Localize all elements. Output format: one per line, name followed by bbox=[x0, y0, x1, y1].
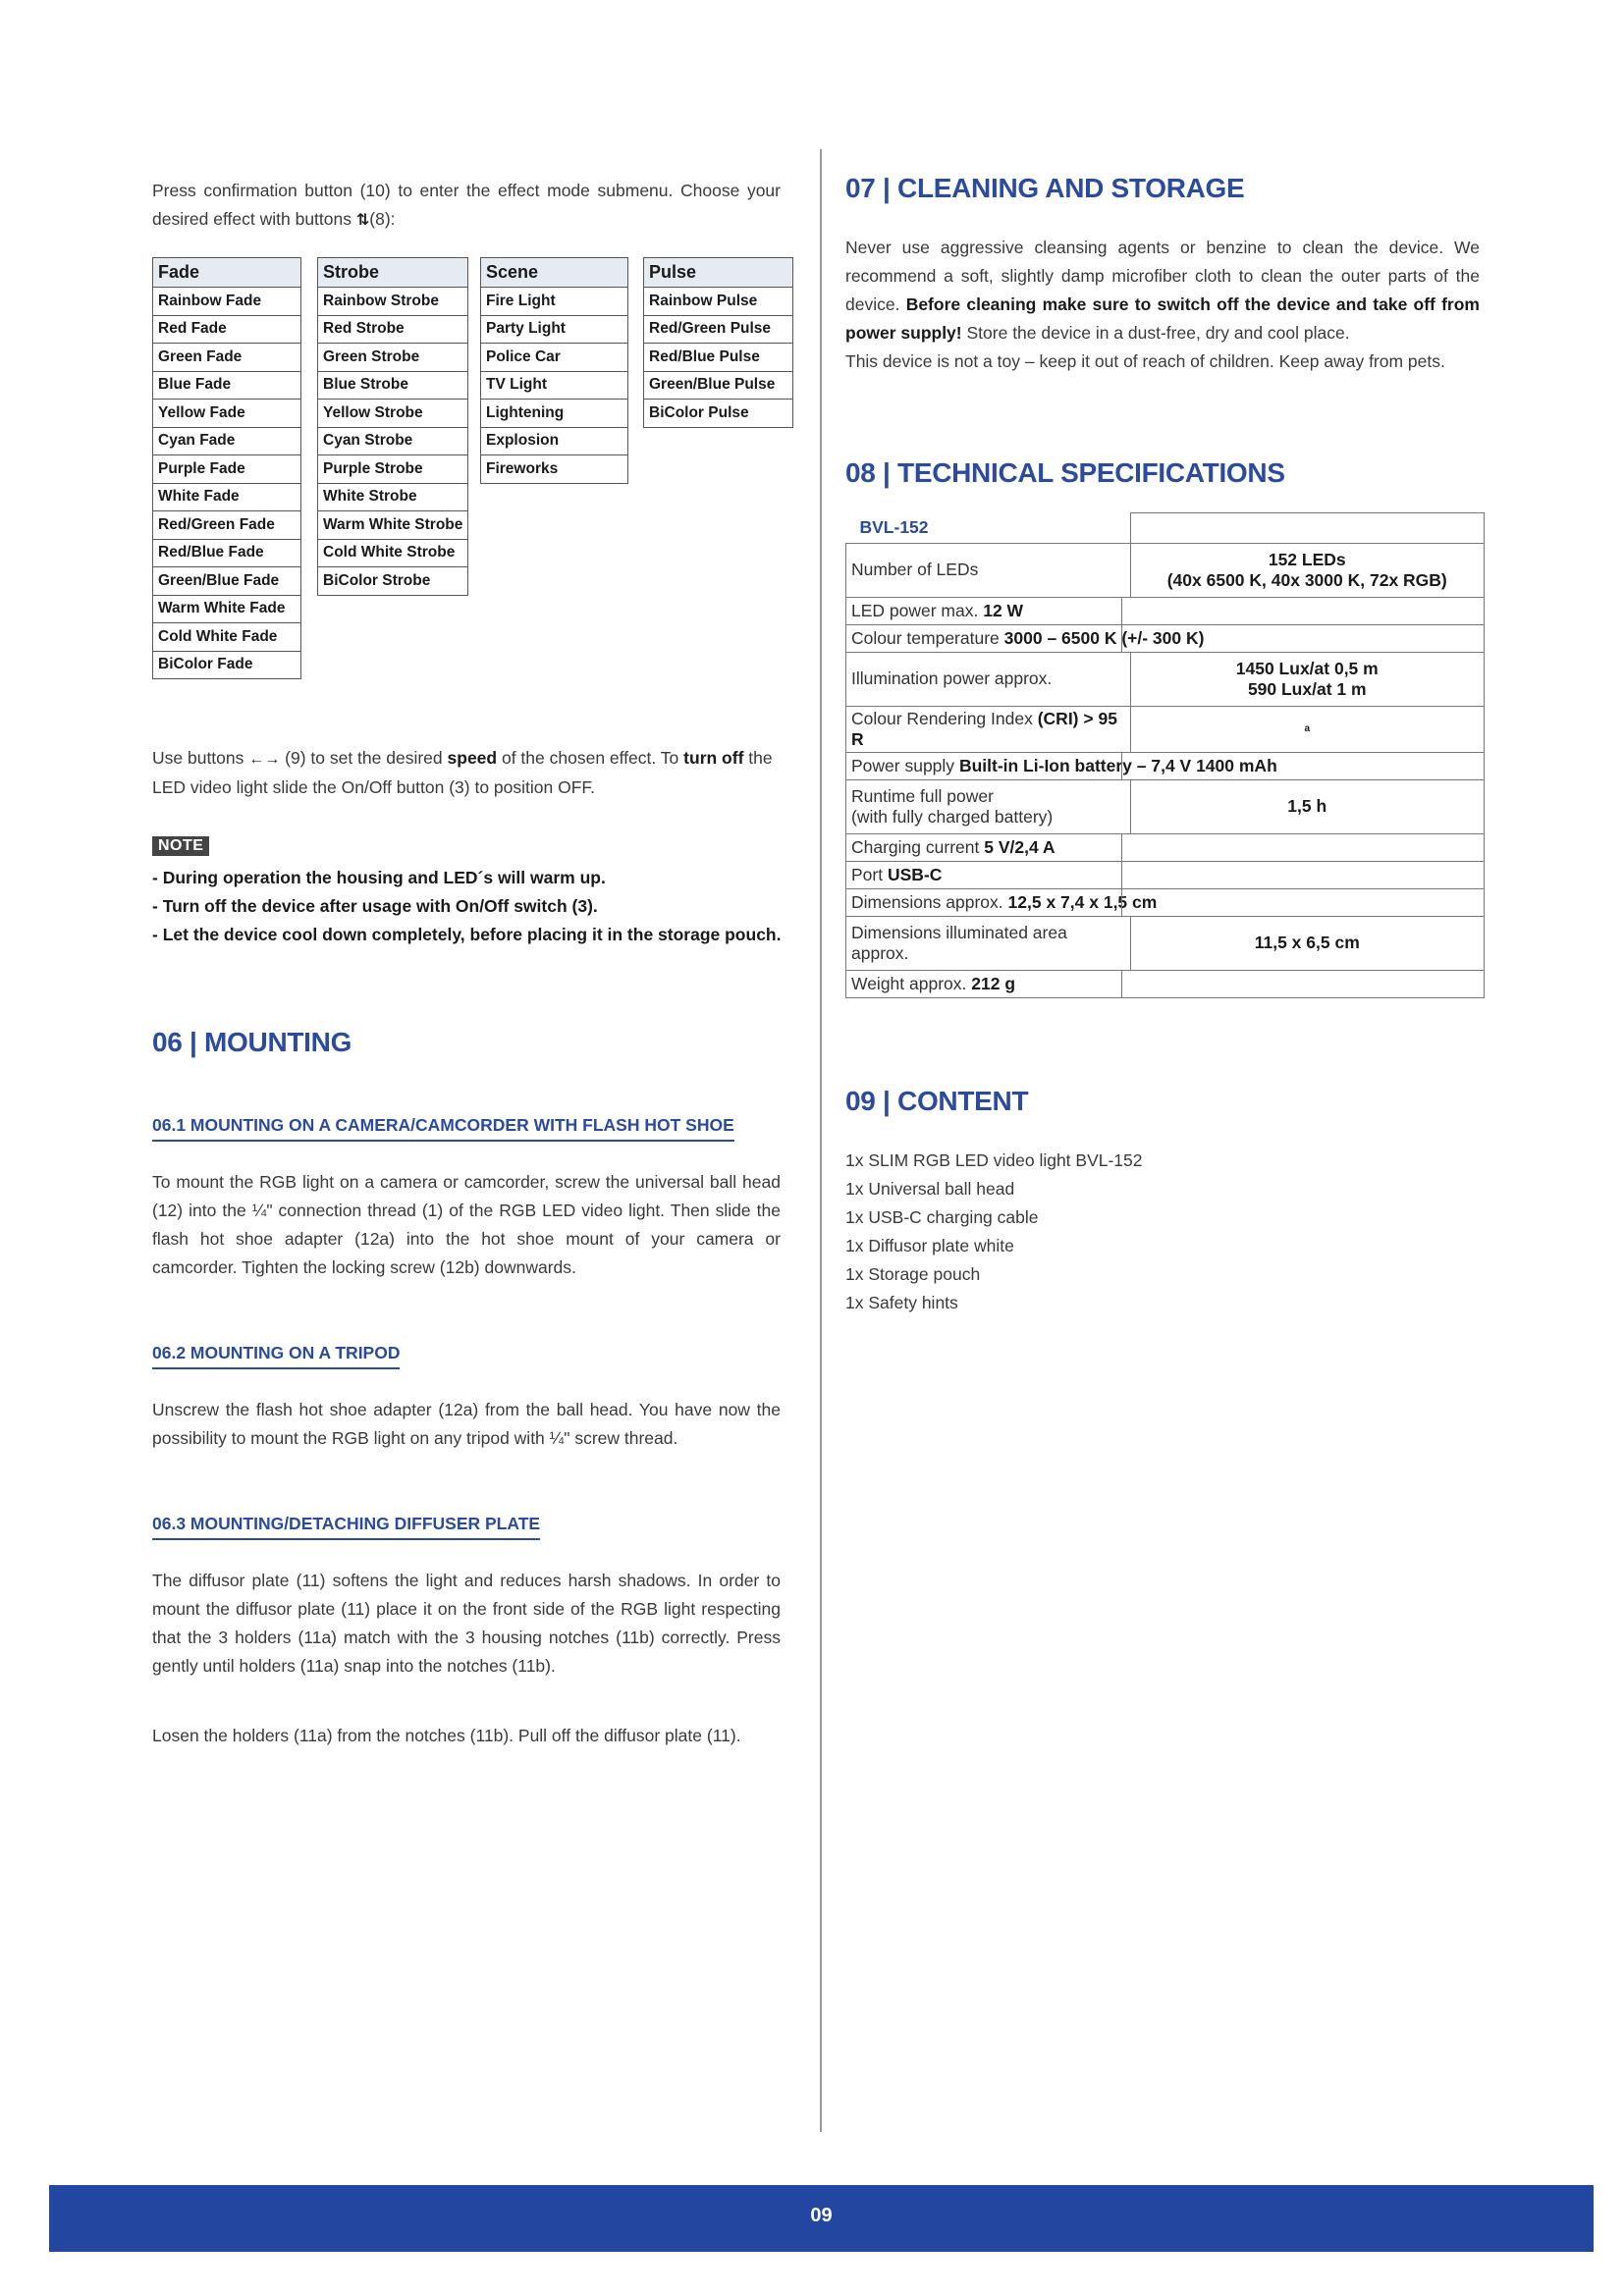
effect-item: BiColor Strobe bbox=[318, 567, 468, 596]
cleaning-text: Never use aggressive cleansing agents or benzine to clean the device. We recommend a soft, slightly damp microfiber cloth to clean the outer parts of the device. Before cleaning make sure to switch off the device and take off from power supply! Store the device in a dust-free, dry and cool place. bbox=[845, 238, 1480, 343]
effect-item: Cyan Fade bbox=[153, 427, 301, 455]
spec-header-cell bbox=[1130, 513, 1485, 544]
section-06-3-text2: Losen the holders (11a) from the notches (11b). Pull off the diffusor plate (11). bbox=[152, 1726, 741, 1745]
content-item: 1x Universal ball head bbox=[845, 1179, 1015, 1199]
spec-value: 1450 Lux/at 0,5 m 590 Lux/at 1 m bbox=[1130, 652, 1485, 706]
effect-item: Purple Fade bbox=[153, 455, 301, 484]
effect-item: Yellow Fade bbox=[153, 400, 301, 428]
spec-label: Weight approx. 212 g bbox=[846, 970, 1485, 997]
page-footer bbox=[49, 2185, 1594, 2252]
section-06-1-heading: 06.1 MOUNTING ON A CAMERA/CAMCORDER WITH FLASH HOT SHOE bbox=[152, 1115, 734, 1142]
effect-item: Cold White Fade bbox=[153, 623, 301, 652]
effect-item: Red/Green Fade bbox=[153, 511, 301, 540]
note-item: - During operation the housing and LED´s will warm up. bbox=[152, 864, 790, 892]
content-item: 1x Safety hints bbox=[845, 1293, 958, 1312]
effect-item: Rainbow Pulse bbox=[644, 288, 793, 316]
spec-row bbox=[846, 833, 1485, 861]
spec-label: Runtime full power (with fully charged battery) bbox=[846, 779, 1131, 833]
fade-effects-table bbox=[152, 257, 301, 679]
spec-row bbox=[846, 543, 1485, 597]
content-item: 1x SLIM RGB LED video light BVL-152 bbox=[845, 1150, 1143, 1170]
content-item: 1x Storage pouch bbox=[845, 1264, 981, 1284]
cleaning-text-2: This device is not a toy – keep it out of reach of children. Keep away from pets. bbox=[845, 351, 1445, 371]
spec-label: Colour Rendering Index (CRI) > 95 R bbox=[846, 706, 1131, 752]
effect-item: Fire Light bbox=[481, 288, 628, 316]
effect-item: Red/Blue Pulse bbox=[644, 344, 793, 372]
effect-item: Lightening bbox=[481, 400, 628, 428]
spec-value: a bbox=[1130, 706, 1485, 752]
pulse-effects-table bbox=[643, 257, 793, 428]
effect-item: Party Light bbox=[481, 315, 628, 344]
spec-label: Power supply Built-in Li-Ion battery – 7,4 V 1400 mAh bbox=[846, 752, 1485, 779]
speed-text: Use buttons ←→ (9) to set the desired speed of the chosen effect. To turn off the LED video light slide the On/Off button (3) to position OFF. bbox=[152, 744, 790, 802]
specs-table bbox=[845, 512, 1485, 998]
spec-value: 1,5 h bbox=[1130, 779, 1485, 833]
spec-row bbox=[846, 970, 1485, 997]
page-number: 09 bbox=[810, 2205, 833, 2226]
intro-text: Press confirmation button (10) to enter the effect mode submenu. Choose your desired effect with buttons ⇅(8): bbox=[152, 177, 781, 235]
effect-item: Fireworks bbox=[481, 455, 628, 484]
effect-header: Scene bbox=[481, 258, 628, 288]
effect-header: Pulse bbox=[644, 258, 793, 288]
strobe-effects-table bbox=[317, 257, 468, 596]
effect-item: White Fade bbox=[153, 483, 301, 511]
spec-row bbox=[846, 779, 1485, 833]
effect-item: Rainbow Strobe bbox=[318, 288, 468, 316]
content-item: 1x Diffusor plate white bbox=[845, 1236, 1014, 1255]
section-06-2-text: Unscrew the flash hot shoe adapter (12a) from the ball head. You have now the possibility to mount the RGB light on any tripod with ¼" screw thread. bbox=[152, 1400, 781, 1448]
effect-item: BiColor Fade bbox=[153, 651, 301, 679]
effect-item: Police Car bbox=[481, 344, 628, 372]
effect-item: Green Strobe bbox=[318, 344, 468, 372]
effect-item: Warm White Strobe bbox=[318, 511, 468, 540]
note-item: - Let the device cool down completely, before placing it in the storage pouch. bbox=[152, 921, 790, 949]
spec-row bbox=[846, 652, 1485, 706]
section-06-2-heading: 06.2 MOUNTING ON A TRIPOD bbox=[152, 1343, 400, 1369]
spec-row bbox=[846, 916, 1485, 970]
spec-label: Illumination power approx. bbox=[846, 652, 1131, 706]
spec-row bbox=[846, 597, 1485, 624]
section-06-3-heading: 06.3 MOUNTING/DETACHING DIFFUSER PLATE bbox=[152, 1514, 540, 1540]
spec-model: BVL-152 bbox=[846, 513, 1131, 544]
effect-item: Red Fade bbox=[153, 315, 301, 344]
note-block bbox=[152, 836, 790, 949]
effect-item: Blue Strobe bbox=[318, 371, 468, 400]
spec-label: Charging current 5 V/2,4 A bbox=[846, 833, 1485, 861]
spec-label: Dimensions approx. 12,5 x 7,4 x 1,5 cm bbox=[846, 888, 1485, 916]
spec-label: Colour temperature 3000 – 6500 K (+/- 300 K) bbox=[846, 624, 1485, 652]
content-title: 09 | CONTENT bbox=[845, 1086, 1029, 1116]
up-down-arrows-icon: ⇅ bbox=[355, 212, 370, 229]
effect-item: BiColor Pulse bbox=[644, 400, 793, 428]
effect-item: Red Strobe bbox=[318, 315, 468, 344]
effect-item: Red/Green Pulse bbox=[644, 315, 793, 344]
effect-item: Cold White Strobe bbox=[318, 539, 468, 567]
spec-row bbox=[846, 752, 1485, 779]
effect-item: Cyan Strobe bbox=[318, 427, 468, 455]
effect-item: Warm White Fade bbox=[153, 595, 301, 623]
content-list bbox=[845, 1147, 1143, 1317]
spec-value: 152 LEDs (40x 6500 K, 40x 3000 K, 72x RGB) bbox=[1130, 543, 1485, 597]
effect-item: Purple Strobe bbox=[318, 455, 468, 484]
specs-title: 08 | TECHNICAL SPECIFICATIONS bbox=[845, 457, 1285, 488]
spec-value: 11,5 x 6,5 cm bbox=[1130, 916, 1485, 970]
spec-label: Number of LEDs bbox=[846, 543, 1131, 597]
left-right-arrows-icon: ←→ bbox=[248, 751, 281, 768]
effect-item: Red/Blue Fade bbox=[153, 539, 301, 567]
spec-label: LED power max. 12 W bbox=[846, 597, 1485, 624]
effect-item: Green/Blue Fade bbox=[153, 567, 301, 596]
effect-item: White Strobe bbox=[318, 483, 468, 511]
effect-item: TV Light bbox=[481, 371, 628, 400]
note-badge: NOTE bbox=[152, 836, 209, 856]
effect-header: Strobe bbox=[318, 258, 468, 288]
effect-item: Blue Fade bbox=[153, 371, 301, 400]
effect-item: Explosion bbox=[481, 427, 628, 455]
effect-item: Yellow Strobe bbox=[318, 400, 468, 428]
content-item: 1x USB-C charging cable bbox=[845, 1207, 1039, 1227]
cleaning-title: 07 | CLEANING AND STORAGE bbox=[845, 173, 1245, 203]
effect-item: Rainbow Fade bbox=[153, 288, 301, 316]
mounting-title: 06 | MOUNTING bbox=[152, 1027, 352, 1057]
spec-row bbox=[846, 888, 1485, 916]
scene-effects-table bbox=[480, 257, 628, 484]
section-06-3-text: The diffusor plate (11) softens the light and reduces harsh shadows. In order to mount the diffusor plate (11) place it on the front side of the RGB light respecting that the 3 holders (11a) match with the 3 housing notches (11b) correctly. Press gently until holders (11a) snap into the notches (11b). bbox=[152, 1571, 781, 1676]
effect-header: Fade bbox=[153, 258, 301, 288]
spec-row bbox=[846, 861, 1485, 888]
note-list bbox=[152, 864, 790, 949]
section-06-1-text: To mount the RGB light on a camera or camcorder, screw the universal ball head (12) into the ¼" connection thread (1) of the RGB LED video light. Then slide the flash hot shoe adapter (12a) into the hot shoe mount of your camera or camcorder. Tighten the locking screw (12b) downwards. bbox=[152, 1172, 781, 1277]
note-item: - Turn off the device after usage with On/Off switch (3). bbox=[152, 892, 790, 921]
spec-label: Dimensions illuminated area approx. bbox=[846, 916, 1131, 970]
column-divider bbox=[820, 149, 822, 2132]
spec-row bbox=[846, 624, 1485, 652]
effect-item: Green Fade bbox=[153, 344, 301, 372]
spec-label: Port USB-C bbox=[846, 861, 1485, 888]
effect-item: Green/Blue Pulse bbox=[644, 371, 793, 400]
spec-row bbox=[846, 706, 1485, 752]
